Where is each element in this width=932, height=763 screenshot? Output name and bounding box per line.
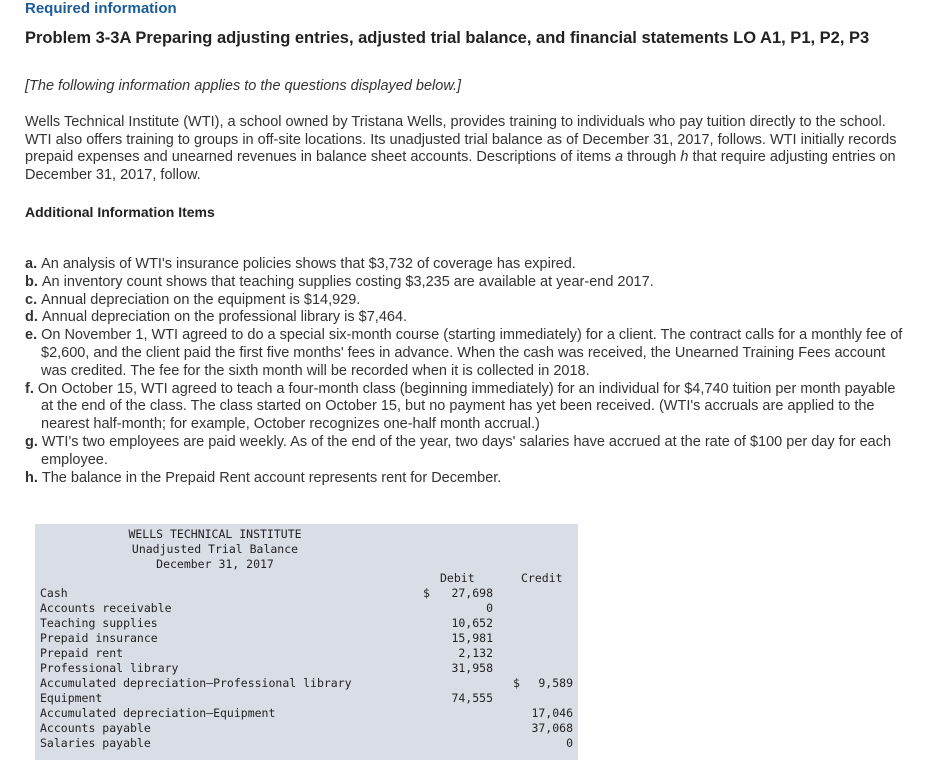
account-name: Accounts receivable	[40, 601, 172, 615]
credit-dollar-sign: $	[513, 676, 520, 690]
item-label: c.	[25, 291, 38, 308]
table-row	[40, 601, 570, 616]
item-label: b.	[25, 273, 38, 290]
item-label: a.	[25, 256, 38, 272]
debit-amount: 0	[486, 601, 493, 615]
debit-amount: 15,981	[451, 631, 493, 645]
table-row	[40, 631, 570, 646]
list-item	[25, 292, 905, 310]
debit-amount: 2,132	[458, 646, 493, 660]
list-item	[25, 274, 905, 292]
item-text: Annual depreciation on the equipment is $14,929.	[41, 291, 361, 308]
intro-main-text: Wells Technical Institute (WTI), a school owned by Tristana Wells, provides training to individuals who pay tuition directly to the school. WTI also offers training to groups in off-site locations. Its unadjusted trial balance as of December 31, 2017, follows. WTI initially records prepaid expenses and unearned revenues in balance sheet accounts. Descriptions of items	[25, 114, 897, 165]
statement-date: December 31, 2017	[156, 557, 274, 571]
list-item	[25, 434, 905, 470]
item-text: The balance in the Prepaid Rent account represents rent for December.	[41, 469, 502, 486]
additional-info-heading: Additional Information Items	[25, 204, 215, 220]
account-name: Prepaid rent	[40, 646, 124, 660]
item-text: An inventory count shows that teaching supplies costing $3,235 are available at year-end 2017.	[41, 273, 654, 290]
table-row	[40, 736, 573, 751]
account-name: Professional library	[40, 661, 179, 675]
intro-item-h: h	[680, 149, 689, 165]
debit-dollar-sign: $	[423, 586, 430, 600]
item-label: g.	[25, 433, 38, 450]
trial-balance-header	[35, 527, 395, 572]
account-name: Accumulated depreciation—Professional library	[40, 676, 352, 690]
account-name: Prepaid insurance	[40, 631, 158, 645]
intro-end-text: that require adjusting entries on December 31, 2017, follow.	[25, 149, 896, 183]
account-name: Equipment	[40, 691, 103, 705]
item-label: h.	[25, 469, 38, 486]
credit-amount: 37,068	[531, 721, 573, 735]
item-text: On November 1, WTI agreed to do a special six-month course (starting immediately) for a client. The contract calls for a monthly fee of $2,600, and the client paid the first five months' fees in advance. When the cash was received, the Unearned Training Fees account was credited. The fee for the sixth month will be recorded when it is collected in 2018.	[41, 327, 903, 379]
credit-amount: 17,046	[531, 706, 573, 720]
credit-amount: 9,589	[538, 676, 573, 690]
item-label: d.	[25, 309, 38, 326]
list-item	[25, 381, 905, 434]
additional-items-list	[25, 256, 905, 487]
account-name: Cash	[40, 586, 68, 600]
item-label: e.	[25, 327, 38, 344]
account-name: Accumulated depreciation—Equipment	[40, 706, 276, 720]
debit-amount: 27,698	[451, 586, 493, 600]
item-text: On October 15, WTI agreed to teach a four-month class (beginning immediately) for an individual for $4,740 tuition per month payable at the end of the class. The class started on October 15, but no payment has yet been received. (WTI's accruals are applied to the nearest half-month; for example, October recognizes one-half month accrual.)	[37, 380, 896, 433]
table-row	[40, 706, 573, 721]
trial-balance-table	[35, 524, 578, 760]
list-item	[25, 327, 905, 380]
account-name: Teaching supplies	[40, 616, 158, 630]
required-information-heading: Required information	[25, 0, 177, 17]
debit-amount: 10,652	[451, 616, 493, 630]
debit-amount: 31,958	[451, 661, 493, 675]
account-name: Accounts payable	[40, 721, 151, 735]
statement-name: Unadjusted Trial Balance	[131, 542, 299, 556]
credit-amount: 0	[566, 736, 573, 750]
account-name: Salaries payable	[40, 736, 151, 750]
table-row	[40, 691, 570, 706]
list-item	[25, 470, 905, 488]
table-row	[40, 646, 570, 661]
credit-column-header: Credit	[521, 571, 563, 585]
problem-title: Problem 3-3A Preparing adjusting entries, adjusted trial balance, and financial statements LO A1, P1, P2, P3	[25, 29, 870, 47]
debit-column-header: Debit	[440, 571, 475, 585]
intro-paragraph	[25, 114, 905, 184]
item-label: f.	[25, 380, 34, 397]
table-row	[40, 721, 573, 736]
table-row	[40, 616, 570, 631]
item-text: Annual depreciation on the professional library is $7,464.	[41, 309, 408, 326]
company-name: WELLS TECHNICAL INSTITUTE	[128, 527, 302, 541]
list-item	[25, 256, 905, 274]
intro-item-a: a	[615, 149, 624, 165]
applies-note: [The following information applies to the questions displayed below.]	[25, 78, 462, 94]
table-row	[40, 586, 570, 601]
item-text: An analysis of WTI's insurance policies shows that $3,732 of coverage has expired.	[41, 256, 576, 272]
item-text: WTI's two employees are paid weekly. As of the end of the year, two days' salaries have accrued at the rate of $100 per day for each employee.	[41, 433, 892, 468]
intro-through: through	[623, 149, 681, 165]
table-row	[40, 661, 570, 676]
table-row	[40, 676, 573, 691]
debit-amount: 74,555	[451, 691, 493, 705]
list-item	[25, 309, 905, 327]
